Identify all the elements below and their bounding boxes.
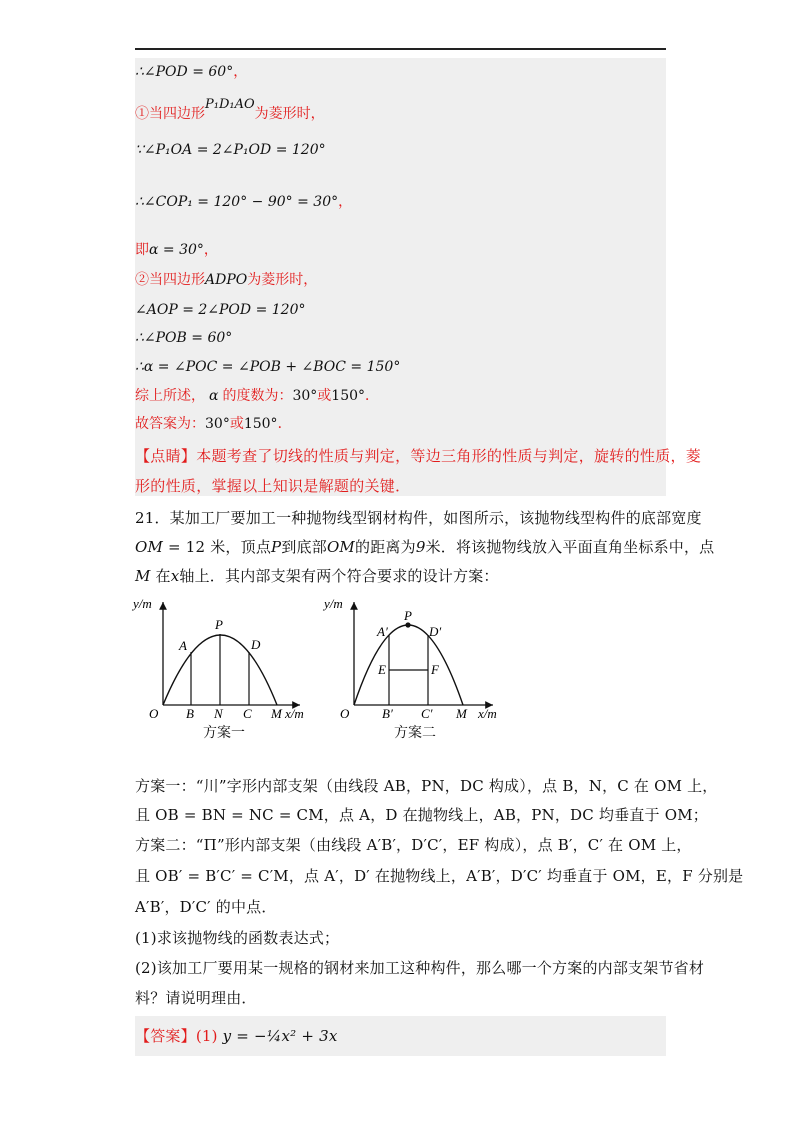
solution-line-6: ②当四边形ADPO为菱形时， bbox=[135, 272, 318, 288]
scheme-2-line-2: 且 OB′ = B′C′ = C′M，点 A′，D′ 在抛物线上，A′B′，D′C′ 均垂直于 OM，E，F 分别是 bbox=[135, 867, 744, 885]
label-B': B′ bbox=[382, 706, 393, 721]
label-C: C bbox=[243, 706, 252, 721]
solution-line-8: ∴∠POB = 60° bbox=[135, 330, 233, 346]
label-D: D bbox=[251, 637, 261, 652]
label-F: F bbox=[431, 662, 439, 677]
label-A: A bbox=[179, 638, 187, 653]
solution-line-7: ∠AOP = 2∠POD = 120° bbox=[135, 302, 306, 318]
problem-line-3: M 在x轴上．其内部支架有两个符合要求的设计方案： bbox=[135, 567, 499, 585]
label-N: N bbox=[214, 706, 223, 721]
problem-line-2: OM = 12 米，顶点P到底部OM的距离为9米．将该抛物线放入平面直角坐标系中，点 bbox=[135, 538, 715, 556]
solution-line-4: ∴∠COP₁ = 120° − 90° = 30°， bbox=[135, 194, 353, 210]
label-B: B bbox=[186, 706, 194, 721]
answer-expression: y = −¼x² + 3x bbox=[222, 1027, 338, 1045]
label-P: P bbox=[215, 617, 223, 632]
label-y: y/m bbox=[324, 596, 343, 611]
label-x: x/m bbox=[478, 706, 497, 721]
label-P: P bbox=[404, 608, 412, 623]
label-O: O bbox=[149, 706, 159, 721]
solution-line-11: 故答案为：30°或150°． bbox=[135, 416, 292, 432]
solution-line-2: ①当四边形P₁D₁AO为菱形时， bbox=[135, 97, 325, 122]
figure-scheme-1 bbox=[125, 592, 325, 722]
label-M: M bbox=[271, 706, 282, 721]
scheme-2-line-3: A′B′，D′C′ 的中点． bbox=[135, 898, 277, 916]
scheme-1-line-2: 且 OB = BN = NC = CM，点 A，D 在抛物线上，AB，PN，DC 均垂直于 OM； bbox=[135, 806, 708, 824]
solution-line-3: ∵∠P₁OA = 2∠P₁OD = 120° bbox=[135, 142, 326, 158]
figure-scheme-2 bbox=[318, 592, 518, 722]
parabola bbox=[354, 625, 463, 705]
solution-line-5: 即α = 30°， bbox=[135, 242, 218, 258]
question-2-line-1: (2)该加工厂要用某一规格的钢材来加工这种构件，那么哪一个方案的内部支架节省材 bbox=[135, 959, 705, 977]
answer-line: 【答案】(1) y = −¼x² + 3x bbox=[135, 1027, 338, 1045]
vertex-P-dot bbox=[405, 622, 410, 627]
problem-line-1: 21．某加工厂要加工一种抛物线型钢材构件，如图所示，该抛物线型构件的底部宽度 bbox=[135, 509, 702, 527]
label-E: E bbox=[378, 662, 386, 677]
label-D': D′ bbox=[429, 624, 442, 639]
comment-line-2: 形的性质，掌握以上知识是解题的关键． bbox=[135, 477, 411, 495]
question-1: (1)求该抛物线的函数表达式； bbox=[135, 929, 340, 947]
caption-scheme-1: 方案一 bbox=[203, 725, 245, 741]
caption-scheme-2: 方案二 bbox=[394, 725, 436, 741]
label-M: M bbox=[456, 706, 467, 721]
label-y: y/m bbox=[133, 596, 152, 611]
solution-line-10: 综上所述， α 的度数为：30°或150°． bbox=[135, 388, 380, 404]
solution-line-1: ∴∠POD = 60°， bbox=[135, 64, 248, 80]
question-2-line-2: 料？请说明理由． bbox=[135, 989, 257, 1007]
label-x: x/m bbox=[285, 706, 304, 721]
header-rule bbox=[135, 48, 666, 50]
scheme-2-line-1: 方案二：“Π”形内部支架（由线段 A′B′，D′C′，EF 构成），点 B′，C′ 在 OM 上， bbox=[135, 836, 692, 854]
answer-tag: 【答案】 bbox=[135, 1027, 196, 1045]
solution-line-9: ∴α = ∠POC = ∠POB + ∠BOC = 150° bbox=[135, 359, 401, 375]
comment-line-1: 【点睛】本题考查了切线的性质与判定，等边三角形的性质与判定，旋转的性质，菱 bbox=[135, 447, 702, 465]
label-A': A′ bbox=[377, 624, 388, 639]
label-O: O bbox=[340, 706, 350, 721]
scheme-1-line-1: 方案一：“川”字形内部支架（由线段 AB，PN，DC 构成），点 B，N，C 在 OM 上， bbox=[135, 777, 718, 795]
label-C': C′ bbox=[421, 706, 433, 721]
